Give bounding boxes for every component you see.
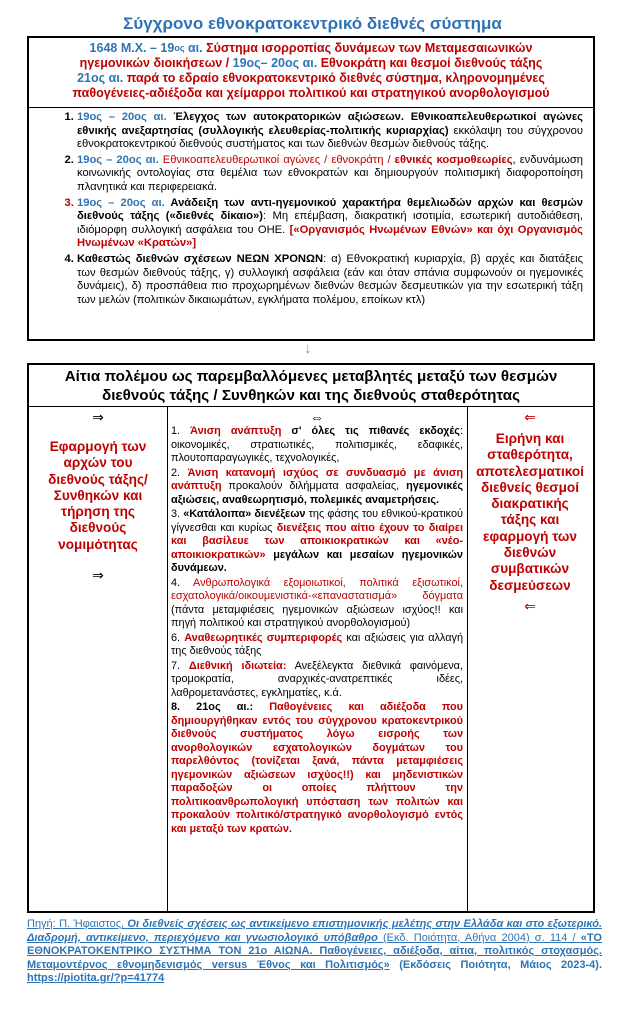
list-item: 4. Καθεστώς διεθνών σχέσεων ΝΕΩΝ ΧΡΟΝΩΝ: α) Εθνοκρατική κυριαρχία, β) αρχές και διατάξεις των θεσμών διεθνούς τάξης, γ) συλλογική ασφάλεια (εάν και όταν σπάνια συμφωνούν οι ηγεμονικές δυνάμεις), δ) προσπάθεια πιο προχωρημένων διεθνών θεσμών δεσμευτικών για την εσωτερική τάξη των μελών (πολιτικών δικαιωμάτων, εγκλήματα πολέμου, εποίκων κτλ) [77,253,583,307]
double-arrow-icon: ⇔ [310,409,324,425]
war-title-line-2: διεθνούς τάξης / Συνθηκών και της διεθνούς σταθερότητας [102,387,520,404]
system-history-box [27,36,595,341]
historical-phases-list [29,108,593,307]
list-item: 2. 19ος – 20ος αι. Εθνικοαπελευθερωτικοί αγώνες / εθνοκράτη / εθνικές κοσμοθεωρίες, ενδυνάμωση κοινωνικής οντολογίας στα θεμέλια των εθνοκρατών και δημιουργούν πολιτισμική διαφοροποίηση πλανητικά και περιφερειακά. [77,154,583,195]
left-column [29,407,168,911]
source-url-link[interactable]: https://piotita.gr/?p=41774 [27,972,165,984]
list-item: 6. Αναθεωρητικές συμπεριφορές και αξιώσεις για αλλαγή της διεθνούς τάξης [171,631,464,657]
source-book-1-link[interactable]: Οι διεθνείς σχέσεις ως αντικείμενο επιστημονικής μελέτης στην Ελλάδα και στο εξωτερικό. Διαδρομή, αντικείμενο, περιεχόμενο και γνωσιολογικό υπόβαθρο [27,918,602,944]
list-item: 3. «Κατάλοιπα» διενέξεων της φάσης του εθνικού-κρατικού γίγνεσθαι και κυρίως διενέξεις που αίτιο έχουν το διαίρει και βασίλευε των αποικιοκρατικών και «νέο-αποικιοκρατικών» μεγάλων και μεσαίων ηγεμονικών δυνάμεων. [171,508,463,574]
list-item: 8. 21ος αι.: Παθογένειες και αδιέξοδα που δημιουργήθηκαν εντός του σύγχρονου κρατοκεντρικού διεθνούς συστήματος λόγω εισροής των ανορθολογικών εσχατολογικών δογμάτων του παρελθόντος (τονίζεται ξανά, πάντα μεταμφιέσεις ηγεμονικών αξιώσεων ισχύος!!) και μηδενιστικών παραδοξών οι οποίες πλήττουν την πολιτικοανθρωπολογική υπόσταση των πολιτών και προκαλούν πολιτικό/στρατηγικό ανορθολογισμό εντός και μεταξύ των κρατών. [171,701,464,835]
list-item: 2. Άνιση κατανομή ισχύος σε συνδυασμό με άνιση ανάπτυξη προκαλούν διλήμματα ασφαλείας, ηγεμονικές αξιώσεις, αναθεωρητισμό, πολεμικές αναμετρήσεις. [171,466,464,506]
source-book-2-link[interactable]: «ΤΟ ΕΘΝΟΚΡΑΤΟΚΕΝΤΡΙΚΟ ΣΥΣΤΗΜΑ ΤΟΝ 21ο ΑΙΩΝΑ. Παθογένειες, αδιέξοδα, αίτια, πολιτικός στοχασμός. Μεταμοντέρνος εθνομηδενισμός versus Έθνος και Πολιτισμός» [27,931,602,971]
system-periods-header [29,38,593,108]
right-column-text: Ειρήνη και σταθερότητα, αποτελεσματικοί διεθνείς θεσμοί διακρατικής τάξης και εφαρμογή των διεθνών συμβατικών δεσμεύσεων [476,431,584,593]
header-line-3: 21ος αι. παρά το εδραίο εθνοκρατοκεντρικό διεθνές σύστημα, κληρονομημένες [77,71,545,85]
list-item: 7. Διεθνική ιδιωτεία: Ανεξέλεγκτα διεθνικά φαινόμενα, τρομοκρατία, αναρχικές-ανατρεπτικές ιδέες, λαθρομετανάστες, εγκληματίες, κ.ά. [171,659,464,699]
left-arrow-icon: ⇐ [524,409,536,425]
header-line-2: ηγεμονικών διοικήσεων / 19ος– 20ος αι. Εθνοκράτη και θεσμοί διεθνούς τάξης [79,56,543,70]
list-item: 1. 19ος – 20ος αι. Έλεγχος των αυτοκρατορικών αξιώσεων. Εθνικοαπελευθερωτικοί αγώνες εθνικής ανεξαρτησίας (συλλογικής ελευθερίας-πολιτικής κυριαρχίας) εκκόλαψη του σύγχρονου εθνοκρατοκεντρικού διεθνούς συστήματος και των διεθνών θεσμών διεθνούς τάξης. [77,111,583,152]
war-causes-box [27,363,595,913]
header-line-1: 1648 Μ.Χ. – $19^{o\varsigma}$ αι. Σύστημα ισορροπίας δυνάμεων των Μεταμεσαιωνικών [89,41,533,55]
left-column-text: Εφαρμογή των αρχών του διεθνούς τάξης/Συνθηκών και τήρηση της διεθνούς νομιμότητας [48,439,148,552]
war-title-line-1: Αίτια πολέμου ως παρεμβαλλόμενες μεταβλητές μεταξύ των θεσμών [64,368,558,385]
right-column [467,407,593,911]
header-line-4: παθογένειες-αδιέξοδα και χείμαρροι πολιτικού και στρατηγικού ανορθολογισμού [72,86,550,100]
list-item: 4. Ανθρωπολογικά εξομοιωτικοί, πολιτικά εξισωτικοί, εσχατολογικά/οικουμενιστικά-«επαναστατισμά» δόγματα (πάντα μεταμφιέσεις ηγεμονικών αξιώσεων ισχύος!! και πηγή πολιτικού και στρατηγικού ανορθολογισμού) [171,576,463,629]
war-causes-title [29,365,593,407]
left-arrow-icon: ⇐ [524,597,536,614]
middle-column [167,407,468,911]
war-causes-list [167,425,467,836]
list-item: 1. Άνιση ανάπτυξη σ' όλες τις πιθανές εκδοχές: οικονομικές, στρατιωτικές, πολιτισμικές, εδαφικές, πλουτοπαραγωγικές, τεχνολογικές, [171,425,463,464]
page-title: Σύγχρονο εθνοκρατοκεντρικό διεθνές σύστημα [123,14,502,33]
down-arrow-icon: ↓ [304,340,312,357]
list-item: 3. 19ος – 20ος αι. Ανάδειξη των αντι-ηγεμονικού χαρακτήρα θεμελιωδών αρχών και θεσμών διεθνούς τάξης («διεθνές δίκαιο»): Μη επέμβαση, διακρατική ισοτιμία, εσωτερική αυτοδιάθεση, ιδιόμορφη συλλογική ασφάλεια του ΟΗΕ. [«Οργανισμός Ηνωμένων Εθνών» και όχι Οργανισμός Ηνωμένων «Κρατών»] [77,197,583,251]
source-citation: Πηγή: Π. Ήφαιστος, Οι διεθνείς σχέσεις ως αντικείμενο επιστημονικής μελέτης στην Ελλάδα και στο εξωτερικό. Διαδρομή, αντικείμενο, περιεχόμενο και γνωσιολογικό υπόβαθρο (Εκδ. Ποιότητα, Αθήνα 2004) σ. 114 / «ΤΟ ΕΘΝΟΚΡΑΤΟΚΕΝΤΡΙΚΟ ΣΥΣΤΗΜΑ ΤΟΝ 21ο ΑΙΩΝΑ. Παθογένειες, αδιέξοδα, αίτια, πολιτικός στοχασμός. Μεταμοντέρνος εθνομηδενισμός versus Έθνος και Πολιτισμός» (Εκδόσεις Ποιότητα, Μάιος 2023-4). https://piotita.gr/?p=41774 [27,918,602,984]
right-arrow-icon: ⇒ [92,409,104,425]
right-arrow-icon: ⇒ [92,567,104,584]
